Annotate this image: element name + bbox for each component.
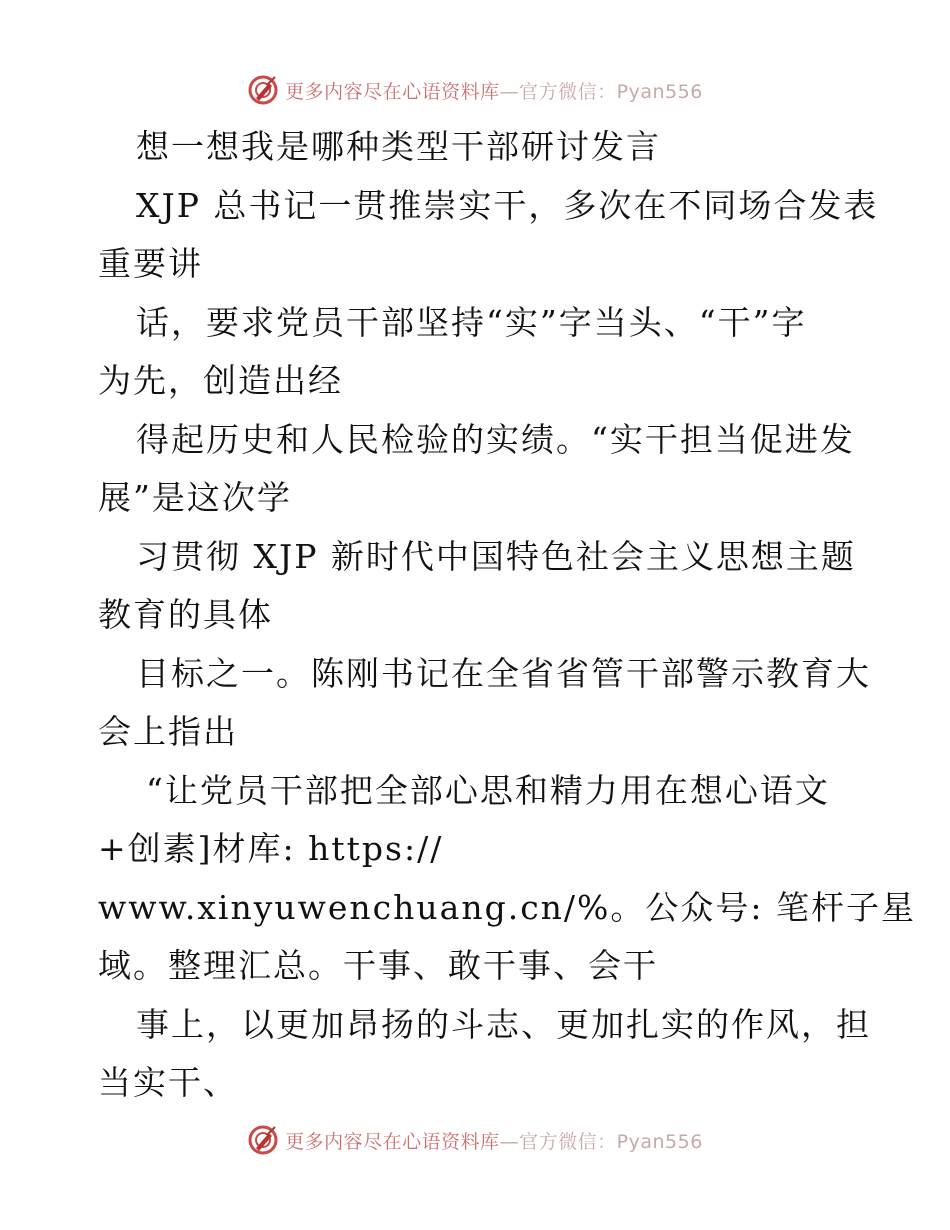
body-line: 得起历史和人民检验的实绩。“实干担当促进发 bbox=[136, 419, 855, 459]
watermark-separator: — bbox=[499, 80, 520, 103]
header-watermark-banner bbox=[0, 70, 950, 110]
body-line: 教育的具体 bbox=[98, 595, 273, 634]
body-line: “让党员干部把全部心思和精力用在想心语文 bbox=[146, 770, 830, 810]
body-line: www.xinyuwenchuang.cn/%。公众号: 笔杆子星 bbox=[98, 887, 917, 927]
document-title: 想一想我是哪种类型干部研讨发言 bbox=[136, 127, 661, 166]
body-line: 话，要求党员干部坚持“实”字当头、“干”字 bbox=[136, 302, 807, 342]
watermark-separator: — bbox=[499, 1130, 520, 1153]
body-line: 习贯彻 XJP 新时代中国特色社会主义思想主题 bbox=[136, 536, 856, 576]
watermark-main-text: 更多内容尽在心语资料库 bbox=[285, 80, 500, 103]
body-line: 会上指出 bbox=[98, 712, 238, 751]
footer-watermark-banner bbox=[0, 1120, 950, 1160]
watermark-wechat-text: 官方微信：Pyan556 bbox=[519, 1130, 703, 1153]
watermark-text bbox=[285, 77, 703, 104]
body-line: 目标之一。陈刚书记在全省省管干部警示教育大 bbox=[136, 653, 871, 693]
body-line: XJP 总书记一贯推崇实干，多次在不同场合发表 bbox=[136, 185, 879, 225]
body-line: 为先，创造出经 bbox=[98, 361, 343, 400]
body-line: 当实干、 bbox=[98, 1063, 238, 1102]
body-line: 域。整理汇总。干事、敢干事、会干 bbox=[98, 946, 658, 985]
body-line: +创素]材库: https:// bbox=[98, 829, 444, 868]
document-body bbox=[98, 118, 917, 1113]
body-line: 事上，以更加昂扬的斗志、更加扎实的作风，担 bbox=[136, 1004, 871, 1044]
watermark-wechat-text: 官方微信：Pyan556 bbox=[519, 80, 703, 103]
pen-logo-icon bbox=[247, 1124, 279, 1156]
watermark-text bbox=[285, 1127, 703, 1154]
watermark-main-text: 更多内容尽在心语资料库 bbox=[285, 1130, 500, 1153]
pen-logo-icon bbox=[247, 74, 279, 106]
body-line: 重要讲 bbox=[98, 244, 203, 283]
body-line: 展”是这次学 bbox=[98, 478, 292, 517]
